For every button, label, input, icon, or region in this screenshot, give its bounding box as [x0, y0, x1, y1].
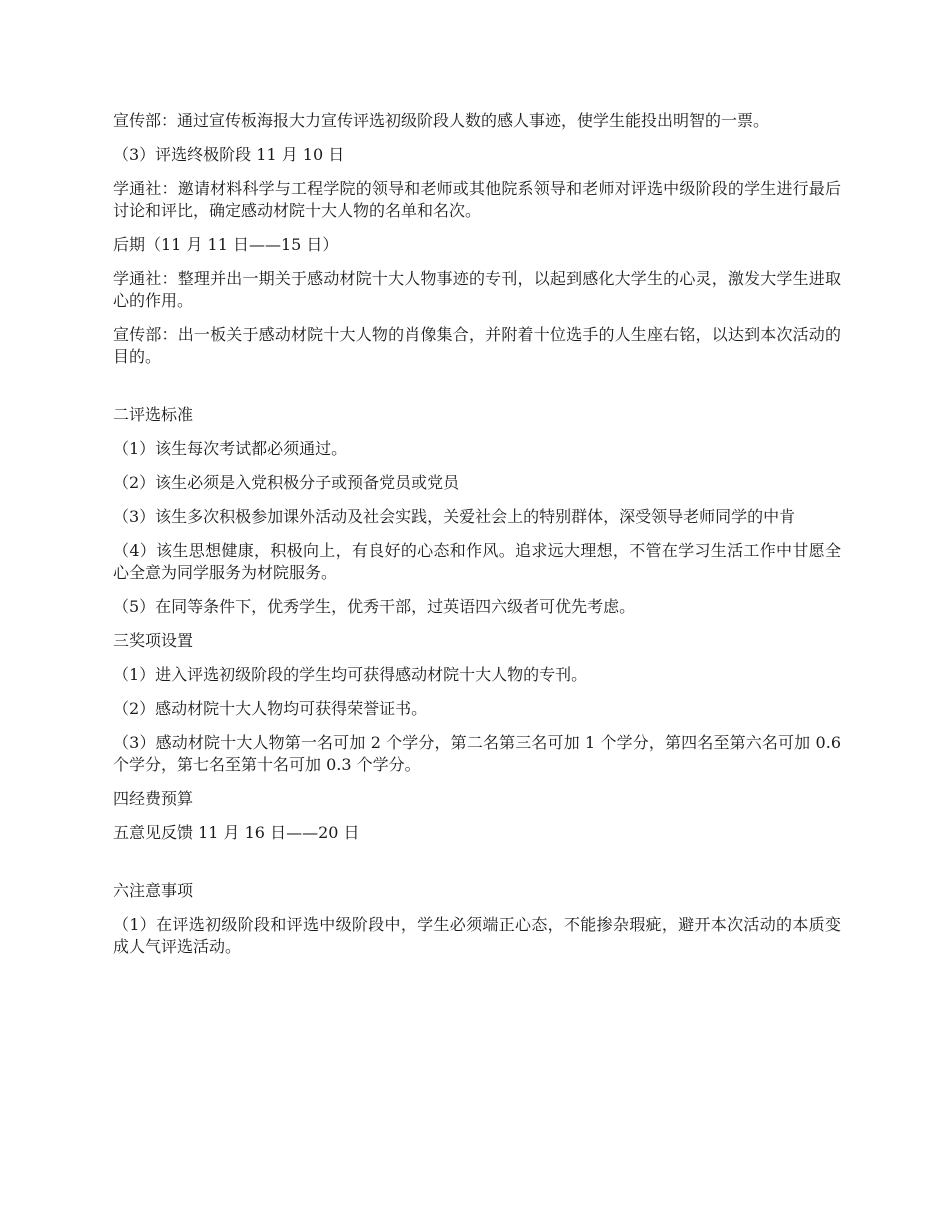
document-page: [113, 110, 841, 970]
award-item-1: （1）进入评选初级阶段的学生均可获得感动材院十大人物的专刊。: [113, 665, 588, 684]
paragraph-final-evaluation: 学通社：邀请材料科学与工程学院的领导和老师或其他院系领导和老师对评选中级阶段的学生进行最后讨论和评比，确定感动材院十大人物的名单和名次。: [113, 179, 841, 220]
criteria-item-4: （4）该生思想健康，积极向上，有良好的心态和作风。追求远大理想，不管在学习生活工作中甘愿全心全意为同学服务为材院服务。: [113, 541, 841, 582]
heading-feedback: 五意见反馈 11 月 16 日——20 日: [113, 823, 360, 842]
heading-budget: 四经费预算: [113, 789, 194, 808]
paragraph-later-period: 后期（11 月 11 日——15 日）: [113, 235, 339, 254]
criteria-item-5: （5）在同等条件下，优秀学生，优秀干部，过英语四六级者可优先考虑。: [113, 597, 636, 616]
criteria-item-1: （1）该生每次考试都必须通过。: [113, 439, 348, 458]
paragraph-special-issue: 学通社：整理并出一期关于感动材院十大人物事迹的专刊，以起到感化大学生的心灵，激发大学生进取心的作用。: [113, 269, 841, 310]
criteria-item-3: （3）该生多次积极参加课外活动及社会实践，关爱社会上的特别群体，深受领导老师同学的中肯: [113, 507, 796, 526]
notes-item-1: （1）在评选初级阶段和评选中级阶段中，学生必须端正心态，不能掺杂瑕疵，避开本次活动的本质变成人气评选活动。: [113, 915, 841, 956]
heading-award-settings: 三奖项设置: [113, 631, 194, 650]
award-item-2: （2）感动材院十大人物均可获得荣誉证书。: [113, 699, 428, 718]
paragraph-propaganda-posters: 宣传部：通过宣传板海报大力宣传评选初级阶段人数的感人事迹，使学生能投出明智的一票。: [113, 111, 770, 130]
section-gap: [113, 856, 841, 880]
heading-notes: 六注意事项: [113, 881, 194, 900]
criteria-item-2: （2）该生必须是入党积极分子或预备党员或党员: [113, 473, 460, 492]
section-gap: [113, 380, 841, 404]
award-item-3: （3）感动材院十大人物第一名可加 2 个学分，第二名第三名可加 1 个学分，第四名至第六名可加 0.6 个学分，第七名至第十名可加 0.3 个学分。: [113, 733, 841, 774]
heading-selection-criteria: 二评选标准: [113, 405, 194, 424]
paragraph-final-stage: （3）评选终极阶段 11 月 10 日: [113, 145, 345, 164]
paragraph-portrait-board: 宣传部：出一板关于感动材院十大人物的肖像集合，并附着十位选手的人生座右铭，以达到本次活动的目的。: [113, 325, 841, 366]
